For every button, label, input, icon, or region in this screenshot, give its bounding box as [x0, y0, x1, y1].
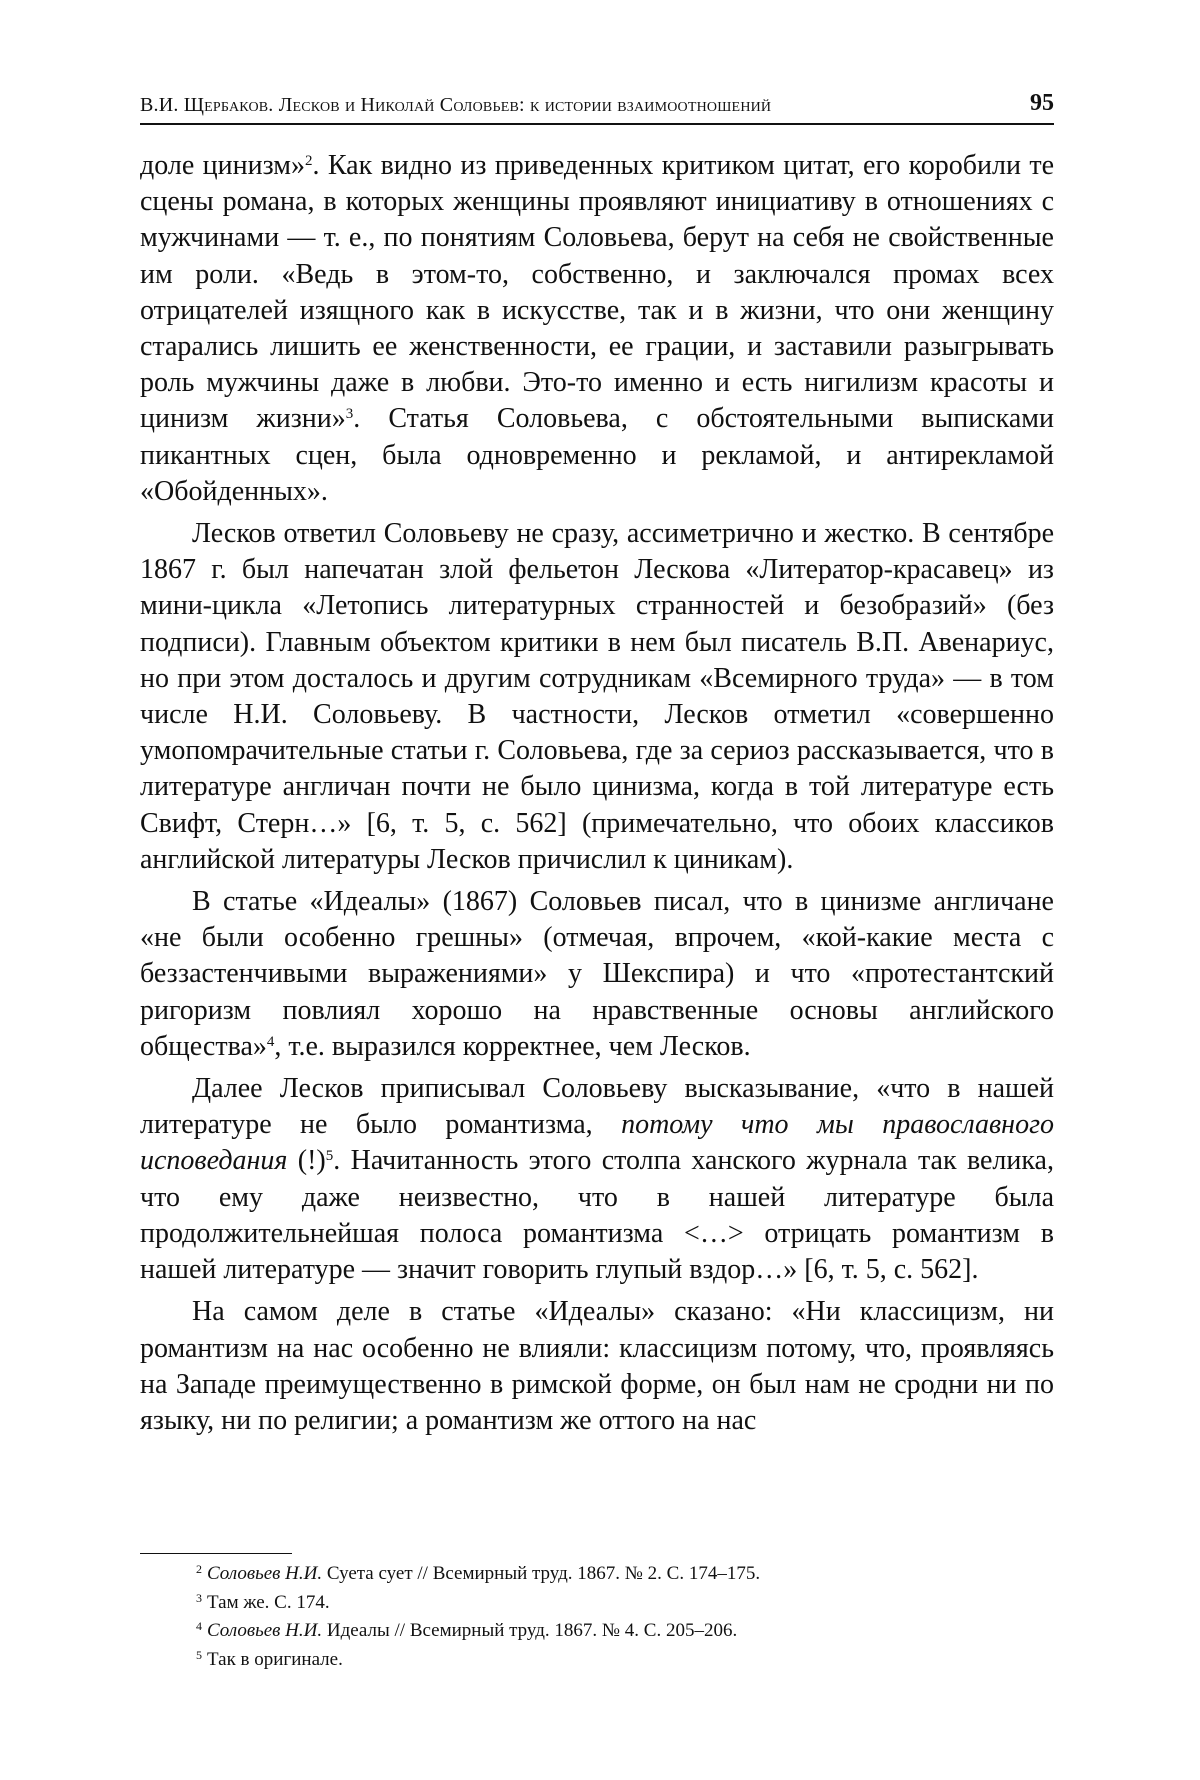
- paragraph-5: [140, 1294, 1054, 1439]
- footnote-text: Так в оригинале.: [207, 1648, 343, 1670]
- text-run: . Начитанность этого столпа ханского журнала так велика, что ему даже неизвестно, что в нашей литературе была продолжительнейшая полоса романтизма <…> отрицать романтизм в нашей литературе — значит говорить глупый вздор…» [6, т. 5, с. 562].: [140, 1145, 1054, 1286]
- footnote-text: Суета сует // Всемирный труд. 1867. № 2. С. 174–175.: [322, 1563, 761, 1584]
- footnote-text: Там же. С. 174.: [207, 1591, 330, 1613]
- footnote-divider: [140, 1553, 292, 1554]
- footnote-ref-5: 5: [325, 1148, 334, 1165]
- footnote-mark: 3: [196, 1590, 202, 1605]
- footnote-ref-2: 2: [304, 153, 313, 169]
- text-run: На самом деле в статье «Идеалы» сказано: «Ни классицизм, ни романтизм на нас особенно не влияли: классицизм потому, что, проявляясь на Западе преимущественно в римской форме, он был нам не сродни ни по языку, ни по религии; а романтизм же оттого на нас: [140, 1296, 1054, 1436]
- text-run: , т.е. выразился корректнее, чем Лесков.: [274, 1030, 751, 1062]
- text-run: Далее Лесков приписывал Соловьеву высказывание, «что в нашей литературе не было романтизма,: [140, 1073, 1054, 1141]
- italic-phrase: потому что мы православного исповедания: [140, 1109, 1054, 1177]
- running-head: В.И. Щербаков. Лесков и Николай Соловьев: к истории взаимоотношений: [140, 94, 772, 116]
- text-run: . Статья Соловьева, с обстоятельными выписками пикантных сцен, была одновременно и рекламой, и антирекламой «Обойденных».: [140, 403, 1054, 507]
- paragraph-2: [140, 516, 1054, 878]
- footnote-mark: 4: [196, 1619, 202, 1633]
- paragraph-1: [140, 148, 1054, 510]
- footnote-mark: 5: [196, 1647, 202, 1662]
- page-header: [140, 90, 1054, 125]
- text-run: доле цинизм»: [140, 150, 305, 181]
- page-number: 95: [1030, 90, 1054, 116]
- footnote-ref-4: 4: [266, 1033, 275, 1050]
- footnotes: [196, 1560, 1056, 1674]
- footnote-4: [196, 1617, 1056, 1646]
- footnote-text: Идеалы // Всемирный труд. 1867. № 4. С. 205–206.: [322, 1620, 738, 1641]
- main-text: [140, 148, 1054, 1439]
- text-run: (!): [287, 1145, 326, 1177]
- footnote-5: [196, 1646, 1056, 1675]
- footnote-3: [196, 1589, 1056, 1618]
- footnote-ref-3: 3: [345, 406, 354, 423]
- text-run: В статье «Идеалы» (1867) Соловьев писал, что в цинизме англичане «не были особенно грешны» (отмечая, впрочем, «кой-какие места с беззастенчивыми выражениями» у Шекспира) и что «протестантский ригоризм повлиял хорошо на нравственные основы английского общества»: [140, 886, 1054, 1062]
- paragraph-4: [140, 1071, 1054, 1288]
- text-run: . Как видно из приведенных критиком цитат, его коробили те сцены романа, в которых женщины проявляют инициативу в отношениях с мужчинами — т. е., по понятиям Соловьева, берут на себя не свойственные им роли. «Ведь в этом-то, собственно, и заключался промах всех отрицателей изящного как в искусстве, так и в жизни, что они женщину старались лишить ее женственности, ее грации, и заставили разыгрывать роль мужчины даже в любви. Это-то именно и есть нигилизм красоты и цинизм жизни»: [140, 150, 1054, 435]
- text-run: Лесков ответил Соловьеву не сразу, ассиметрично и жестко. В сентябре 1867 г. был напечатан злой фельетон Лескова «Литератор-красавец» из мини-цикла «Летопись литературных странностей и безобразий» (без подписи). Главным объектом критики в нем был писатель В.П. Авенариус, но при этом досталось и другим сотрудникам «Всемирного труда» — в том числе Н.И. Соловьеву. В частности, Лесков отметил «совершенно умопомрачительные статьи г. Соловьева, где за сериоз рассказывается, что в литературе англичан почти не было цинизма, когда в той литературе есть Свифт, Стерн…» [6, т. 5, с. 562] (примечательно, что обоих классиков английской литературы Лесков причислил к циникам).: [140, 518, 1054, 875]
- footnote-mark: 2: [196, 1562, 202, 1576]
- footnote-author: Соловьев Н.И.: [207, 1620, 323, 1641]
- paragraph-3: [140, 884, 1054, 1065]
- footnote-2: [196, 1560, 1056, 1589]
- footnote-author: Соловьев Н.И.: [207, 1563, 323, 1584]
